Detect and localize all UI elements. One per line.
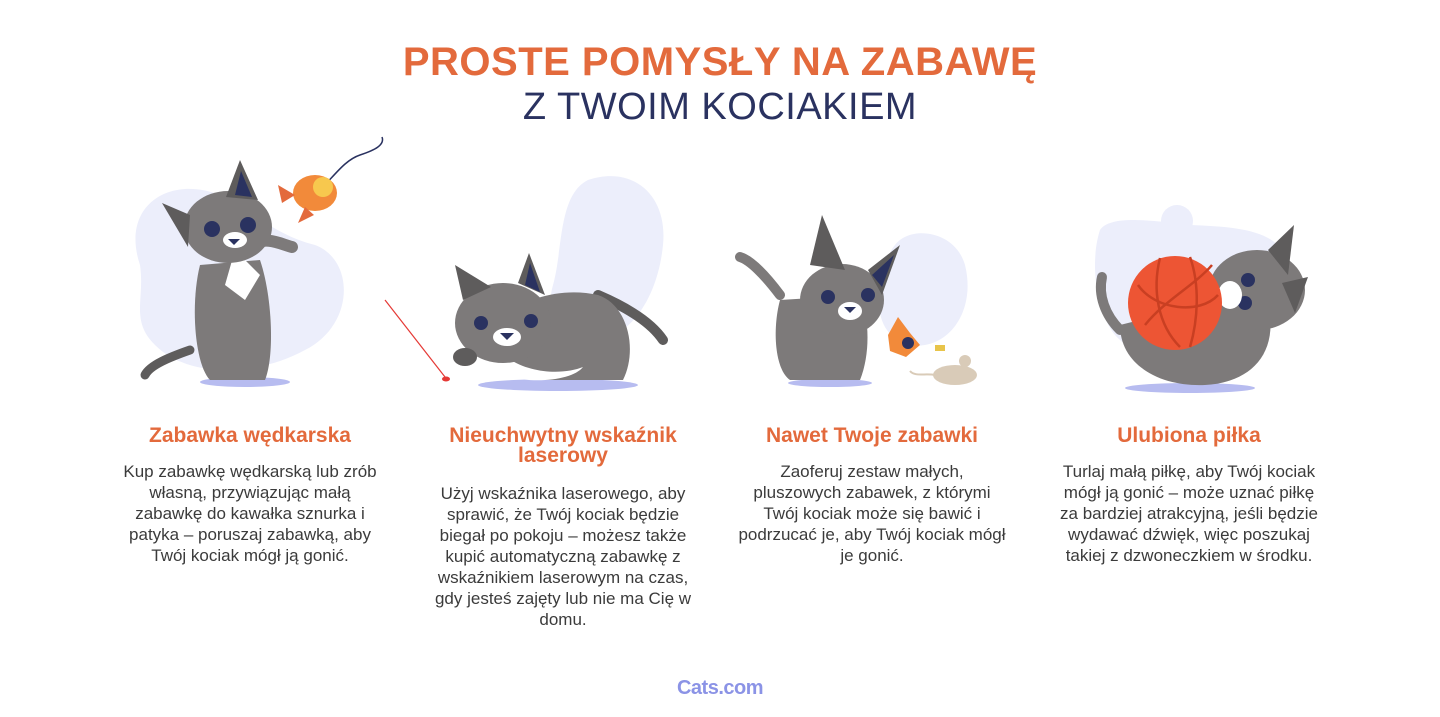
yarn-ball-icon <box>1128 256 1222 350</box>
card-heading-yarn-ball: Ulubiona piłka <box>1117 424 1261 447</box>
card-heading-fishing-toy: Zabawka wędkarska <box>149 424 351 447</box>
title-line-2: Z TWOIM KOCIAKIEM <box>522 86 918 128</box>
illustration-yarn-ball <box>1040 135 1340 400</box>
title-line-1: PROSTE POMYSŁY NA ZABAWĘ <box>402 40 1038 84</box>
card-text-plush-toys: Zaoferuj zestaw małych, pluszowych zabawek, z którymi Twój kociak może się bawić i podrzucać je, aby Twój kociak mógł je gonić. <box>738 462 1006 565</box>
illustration-fishing-toy <box>100 135 400 400</box>
illustration-laser-pointer <box>383 135 683 400</box>
card-text-laser-pointer: Użyj wskaźnika laserowego, aby sprawić, że Twój kociak będzie biegał po pokoju – możesz także kupić automatyczną zabawkę z wskaźnikiem laserowym na czas, gdy jesteś zajęty lub nie ma Cię w domu. <box>434 484 692 629</box>
card-heading-laser-pointer: Nieuchwytny wskaźnik laserowy <box>449 424 677 467</box>
cats-com-logo: Cats.com <box>676 677 764 699</box>
card-text-yarn-ball: Turlaj małą piłkę, aby Twój kociak mógł ją gonić – może uznać piłkę za bardziej atrakcyjną, jeśli będzie wydawać dźwięk, więc poszukaj takiej z dzwoneczkiem w środku. <box>1060 462 1318 565</box>
illustration-plush-toys <box>710 135 1010 400</box>
toy-mouse-icon <box>910 355 977 385</box>
small-bubble <box>1161 205 1193 237</box>
sitting-cat-icon <box>740 215 900 380</box>
floor-shadow <box>788 379 872 387</box>
laser-beam <box>385 300 445 377</box>
card-text-fishing-toy: Kup zabawkę wędkarską lub zrób własną, przywiązując małą zabawkę do kawałka sznurka i patyka – poruszaj zabawką, aby Twój kociak mógł ją gonić. <box>123 462 377 565</box>
laser-dot-icon <box>442 377 450 382</box>
fish-toy-icon <box>278 175 337 223</box>
floor-shadow <box>478 379 638 391</box>
card-heading-plush-toys: Nawet Twoje zabawki <box>766 424 978 447</box>
